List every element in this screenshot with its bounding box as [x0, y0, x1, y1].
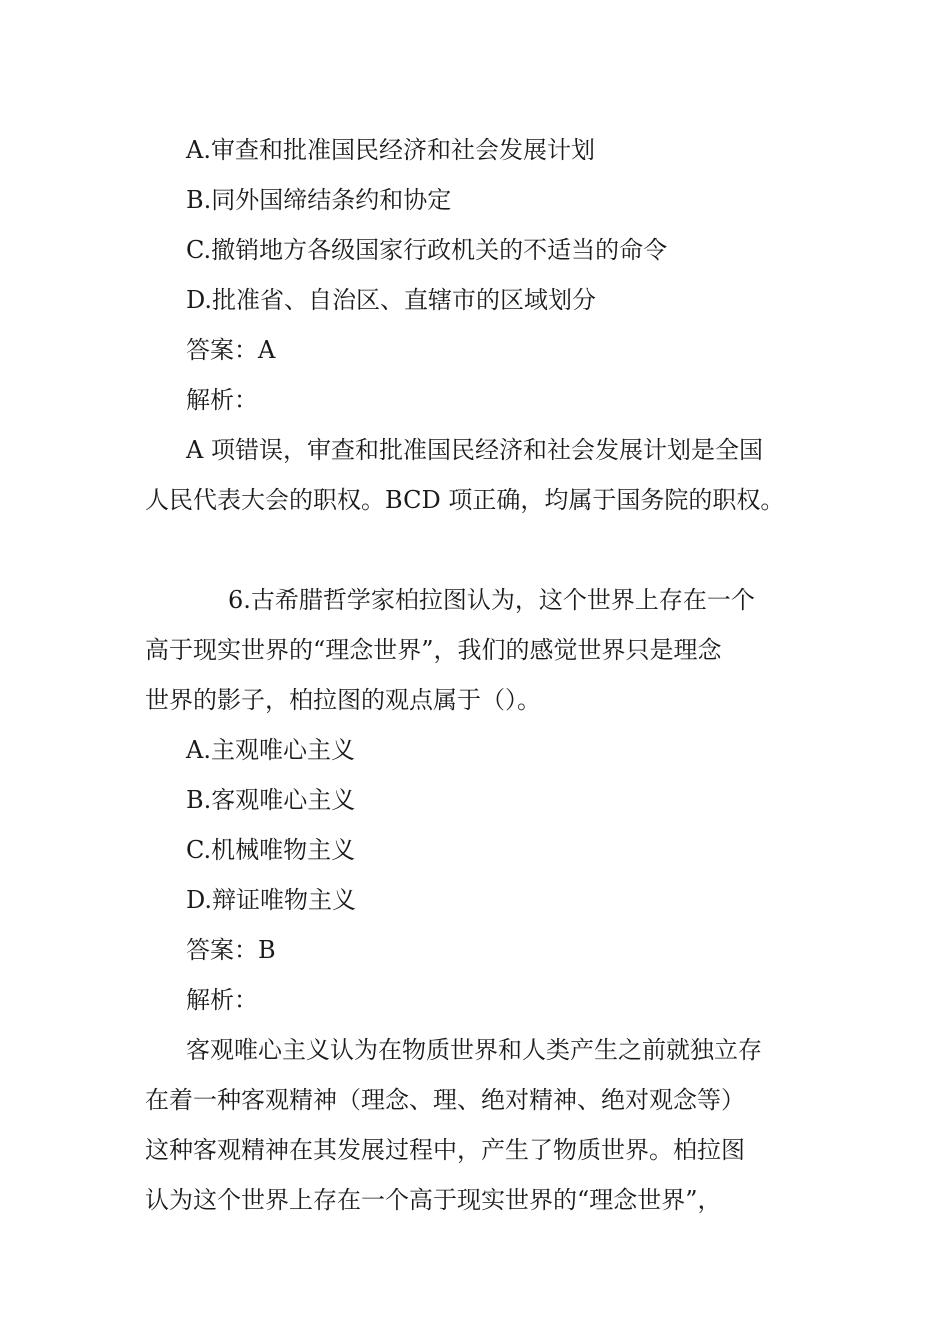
q6-analysis-line: 这种客观精神在其发展过程中，产生了物质世界。柏拉图 — [145, 1136, 745, 1164]
q6-answer: 答案：B — [186, 936, 276, 964]
q6-question-line: 世界的影子，柏拉图的观点属于（）。 — [145, 686, 541, 714]
q5-analysis-line: A 项错误，审查和批准国民经济和社会发展计划是全国 — [186, 436, 763, 464]
q5-option-a: A.审查和批准国民经济和社会发展计划 — [186, 136, 595, 164]
q5-analysis-line: 人民代表大会的职权。BCD 项正确，均属于国务院的职权。 — [145, 486, 785, 514]
q6-analysis-line: 客观唯心主义认为在物质世界和人类产生之前就独立存 — [186, 1036, 762, 1064]
q6-analysis-label: 解析： — [186, 986, 258, 1014]
q5-option-c: C.撤销地方各级国家行政机关的不适当的命令 — [186, 236, 668, 264]
q6-analysis-line: 认为这个世界上存在一个高于现实世界的“理念世界”， — [145, 1186, 722, 1214]
q5-option-b: B.同外国缔结条约和协定 — [186, 186, 452, 214]
q6-analysis-line: 在着一种客观精神（理念、理、绝对精神、绝对观念等） — [145, 1086, 745, 1114]
q6-option-a: A.主观唯心主义 — [186, 736, 355, 764]
q6-option-c: C.机械唯物主义 — [186, 836, 356, 864]
q6-question-line: 6.古希腊哲学家柏拉图认为，这个世界上存在一个 — [228, 586, 755, 614]
q6-option-d: D.辩证唯物主义 — [186, 886, 357, 914]
q5-answer: 答案：A — [186, 336, 276, 364]
q6-option-b: B.客观唯心主义 — [186, 786, 356, 814]
q6-question-line: 高于现实世界的“理念世界”，我们的感觉世界只是理念 — [145, 636, 722, 664]
q5-option-d: D.批准省、自治区、直辖市的区域划分 — [186, 286, 597, 314]
q5-analysis-label: 解析： — [186, 386, 258, 414]
